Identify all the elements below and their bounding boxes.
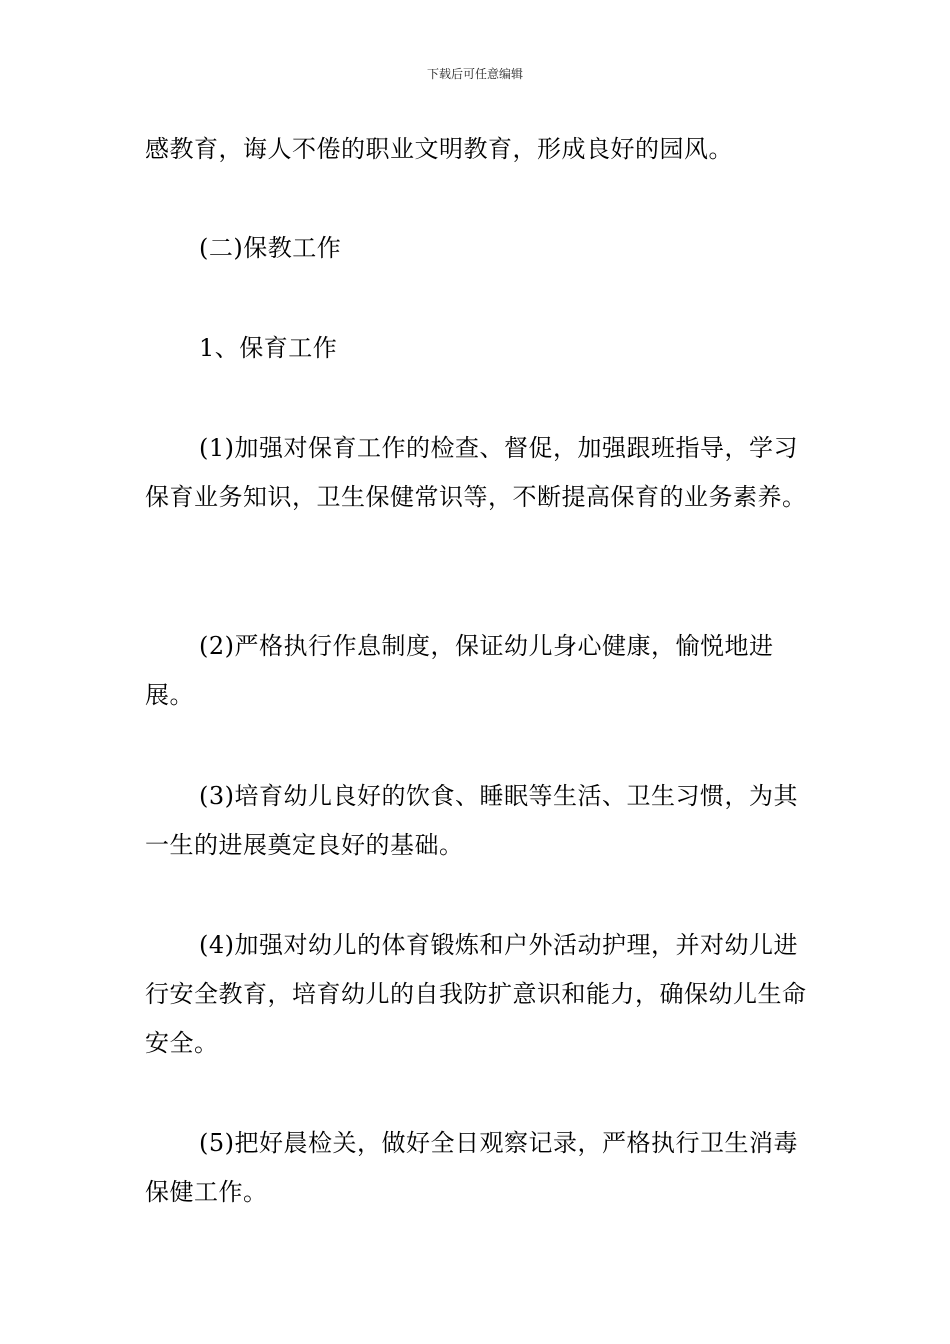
list-item-2: (2)严格执行作息制度，保证幼儿身心健康，愉悦地进展。 bbox=[145, 632, 774, 709]
list-item-1: (1)加强对保育工作的检查、督促，加强跟班指导，学习保育业务知识，卫生保健常识等，不断提高保育的业务素养。 bbox=[145, 434, 807, 511]
paragraph-continuation: 感教育，诲人不倦的职业文明教育，形成良好的园风。 bbox=[145, 135, 733, 163]
section-heading-baojiao: (二)保教工作 bbox=[199, 234, 342, 262]
subsection-heading-baoyu: 1、保育工作 bbox=[199, 334, 338, 362]
page-header: 下载后可任意编辑 bbox=[426, 67, 523, 81]
list-item-5: (5)把好晨检关，做好全日观察记录，严格执行卫生消毒保健工作。 bbox=[145, 1129, 798, 1206]
list-item-4: (4)加强对幼儿的体育锻炼和户外活动护理，并对幼儿进行安全教育，培育幼儿的自我防扩意识和能力，确保幼儿生命安全。 bbox=[145, 931, 807, 1057]
list-item-3: (3)培育幼儿良好的饮食、睡眠等生活、卫生习惯，为其一生的进展奠定良好的基础。 bbox=[145, 782, 798, 859]
